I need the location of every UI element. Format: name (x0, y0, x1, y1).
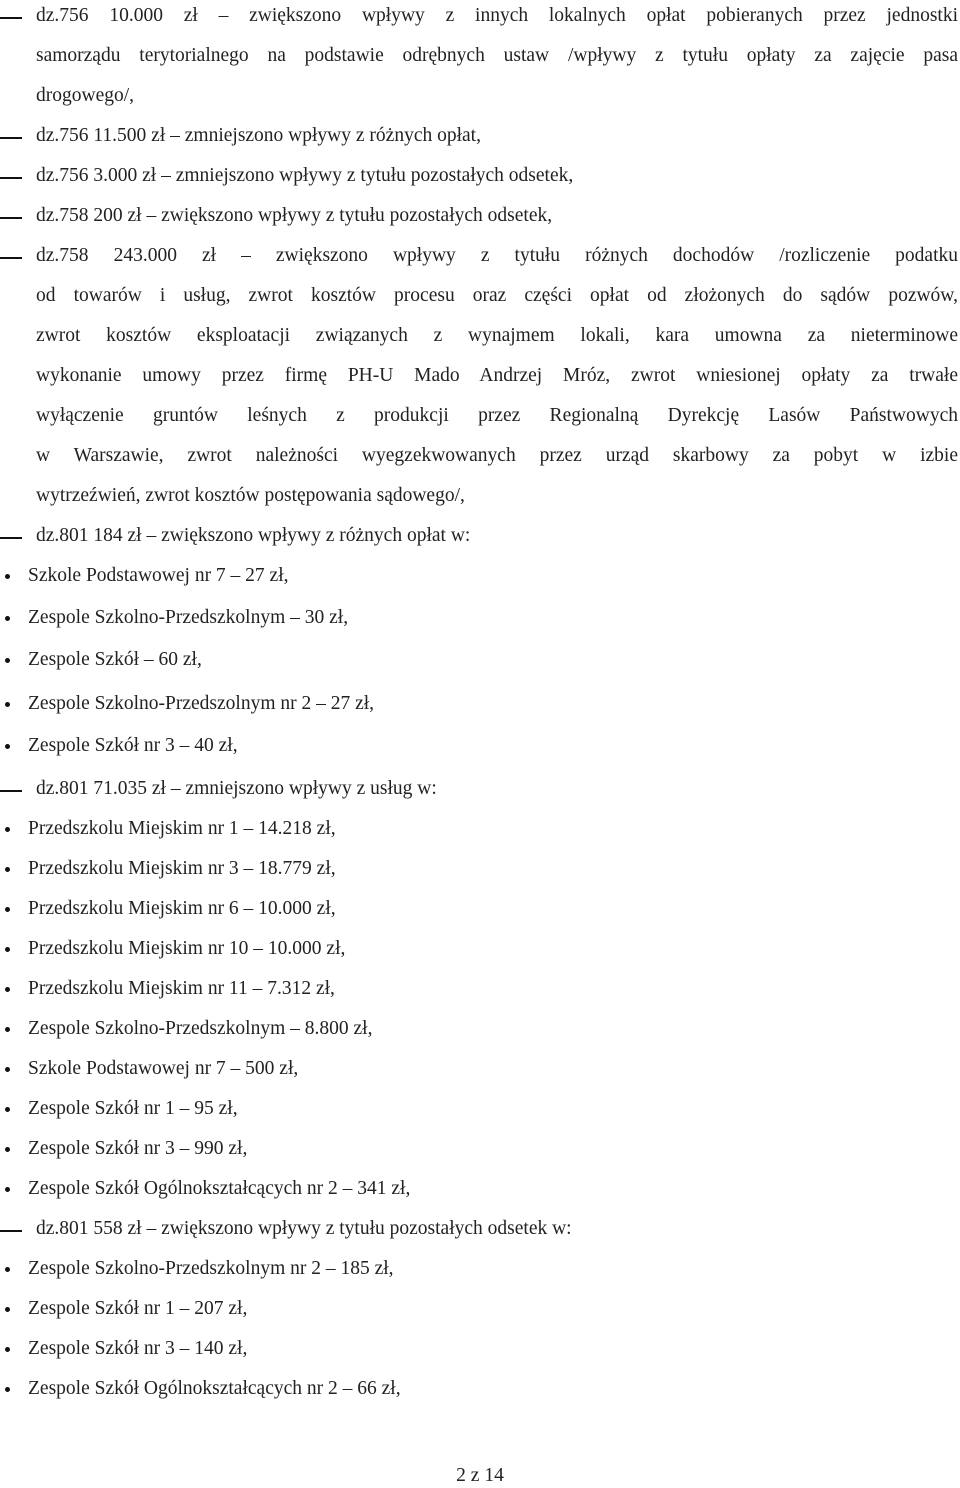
paragraph-line: dz.758 243.000 zł – zwiększono wpływy z tytułu różnych dochodów /rozliczenie podatku (36, 245, 958, 266)
list-item: Przedszkolu Miejskim nr 3 – 18.779 zł, (28, 858, 336, 879)
bullet-marker (5, 744, 10, 749)
list-item: Szkole Podstawowej nr 7 – 500 zł, (28, 1058, 299, 1079)
dash-marker (0, 1230, 22, 1232)
bullet-marker (5, 1107, 10, 1112)
bullet-marker (5, 1147, 10, 1152)
list-item: Szkole Podstawowej nr 7 – 27 zł, (28, 565, 289, 586)
dash-marker (0, 17, 22, 19)
paragraph-line: w Warszawie, zwrot należności wyegzekwowanych przez urząd skarbowy za pobyt w izbie (36, 445, 958, 466)
bullet-marker (5, 616, 10, 621)
list-item: Zespole Szkół nr 1 – 207 zł, (28, 1298, 248, 1319)
list-item: Przedszkolu Miejskim nr 10 – 10.000 zł, (28, 938, 346, 959)
bullet-marker (5, 1067, 10, 1072)
dash-marker (0, 217, 22, 219)
page-number: 2 z 14 (456, 1465, 504, 1486)
list-item: Zespole Szkolno-Przedszkolnym – 8.800 zł, (28, 1018, 373, 1039)
section-heading: dz.801 184 zł – zwiększono wpływy z różnych opłat w: (36, 525, 471, 546)
list-item: Przedszkolu Miejskim nr 1 – 14.218 zł, (28, 818, 336, 839)
dash-marker (0, 177, 22, 179)
list-item: Zespole Szkolno-Przedszkolnym nr 2 – 185 zł, (28, 1258, 394, 1279)
bullet-marker (5, 987, 10, 992)
bullet-marker (5, 1347, 10, 1352)
paragraph-line: zwrot kosztów eksploatacji związanych z wynajmem lokali, kara umowna za nieterminowe (36, 325, 958, 346)
bullet-marker (5, 702, 10, 707)
bullet-marker (5, 1027, 10, 1032)
dash-marker (0, 790, 22, 792)
list-item: Zespole Szkolno-Przedszolnym nr 2 – 27 zł, (28, 693, 375, 714)
paragraph-line: dz.756 10.000 zł – zwiększono wpływy z innych lokalnych opłat pobieranych przez jednostki (36, 5, 958, 26)
bullet-marker (5, 1267, 10, 1272)
dash-marker (0, 137, 22, 139)
list-item: Zespole Szkół – 60 zł, (28, 649, 202, 670)
section-heading: dz.801 71.035 zł – zmniejszono wpływy z usług w: (36, 778, 437, 799)
bullet-marker (5, 1187, 10, 1192)
paragraph-line: samorządu terytorialnego na podstawie odrębnych ustaw /wpływy z tytułu opłaty za zajęcie pasa (36, 45, 958, 66)
list-item: Zespole Szkolno-Przedszkolnym – 30 zł, (28, 607, 349, 628)
bullet-marker (5, 1387, 10, 1392)
bullet-marker (5, 827, 10, 832)
paragraph-line: od towarów i usług, zwrot kosztów procesu oraz części opłat od złożonych do sądów pozwów, (36, 285, 958, 306)
bullet-marker (5, 658, 10, 663)
paragraph-line: wytrzeźwień, zwrot kosztów postępowania sądowego/, (36, 485, 465, 506)
dash-marker (0, 537, 22, 539)
bullet-marker (5, 574, 10, 579)
paragraph-line: wykonanie umowy przez firmę PH-U Mado Andrzej Mróz, zwrot wniesionej opłaty za trwałe (36, 365, 958, 386)
paragraph-line: wyłączenie gruntów leśnych z produkcji przez Regionalną Dyrekcję Lasów Państwowych (36, 405, 958, 426)
paragraph-line: drogowego/, (36, 85, 135, 106)
list-item: Przedszkolu Miejskim nr 6 – 10.000 zł, (28, 898, 336, 919)
list-item: Zespole Szkół Ogólnokształcących nr 2 – 341 zł, (28, 1178, 411, 1199)
list-item: Przedszkolu Miejskim nr 11 – 7.312 zł, (28, 978, 335, 999)
bullet-marker (5, 947, 10, 952)
paragraph-line: dz.756 11.500 zł – zmniejszono wpływy z różnych opłat, (36, 125, 481, 146)
list-item: Zespole Szkół nr 3 – 40 zł, (28, 735, 238, 756)
bullet-marker (5, 907, 10, 912)
list-item: Zespole Szkół nr 1 – 95 zł, (28, 1098, 238, 1119)
paragraph-line: dz.756 3.000 zł – zmniejszono wpływy z tytułu pozostałych odsetek, (36, 165, 574, 186)
dash-marker (0, 257, 22, 259)
list-item: Zespole Szkół Ogólnokształcących nr 2 – 66 zł, (28, 1378, 401, 1399)
bullet-marker (5, 1307, 10, 1312)
paragraph-line: dz.758 200 zł – zwiększono wpływy z tytułu pozostałych odsetek, (36, 205, 553, 226)
bullet-marker (5, 867, 10, 872)
list-item: Zespole Szkół nr 3 – 140 zł, (28, 1338, 248, 1359)
section-heading: dz.801 558 zł – zwiększono wpływy z tytułu pozostałych odsetek w: (36, 1218, 572, 1239)
list-item: Zespole Szkół nr 3 – 990 zł, (28, 1138, 248, 1159)
